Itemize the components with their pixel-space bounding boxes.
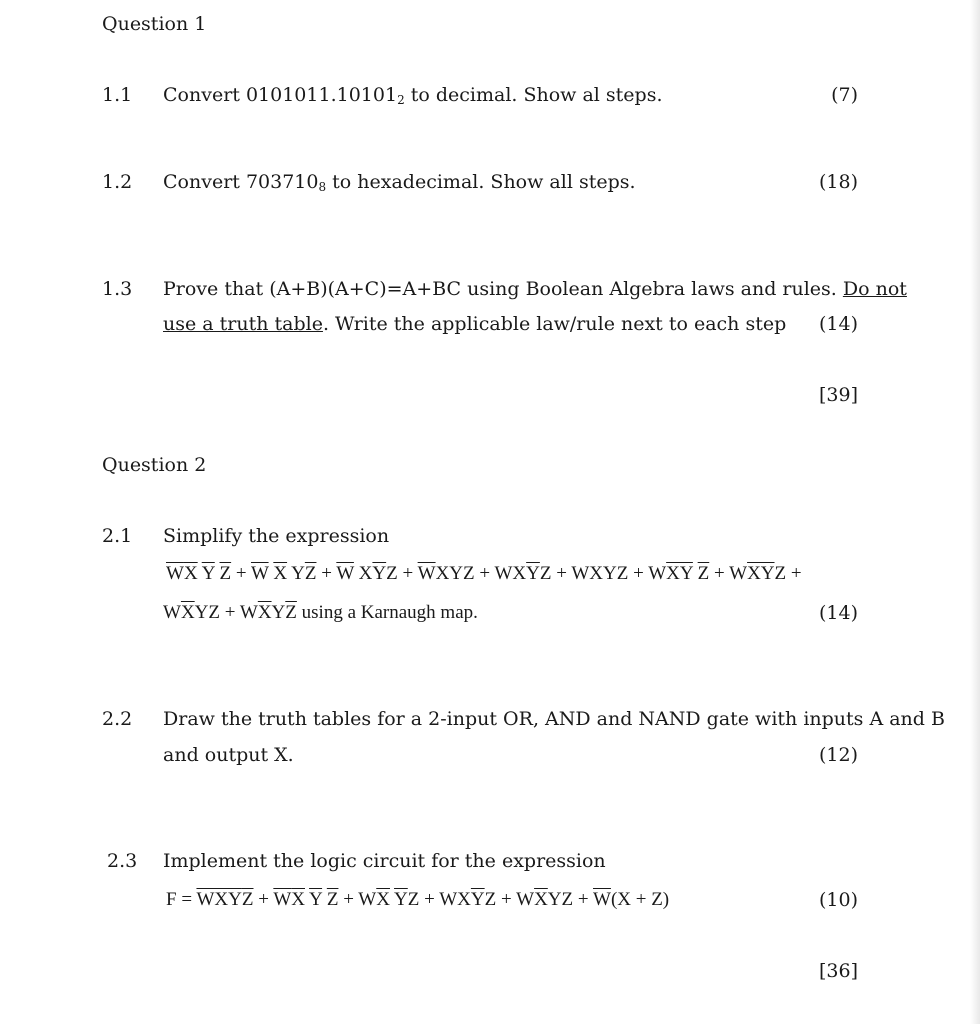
item-2-3-marks: (10) bbox=[818, 889, 858, 911]
item-2-1-line-1: Simplify the expression bbox=[163, 525, 390, 547]
item-1-1-base: 2 bbox=[397, 93, 405, 107]
item-2-3-line-1: Implement the logic circuit for the expression bbox=[163, 850, 606, 872]
item-1-3-line-1-text: Prove that (A+B)(A+C)=A+BC using Boolean Algebra laws and rules. bbox=[163, 278, 843, 300]
item-2-1-expression-line-2 bbox=[163, 601, 478, 625]
item-1-2-marks: (18) bbox=[818, 171, 858, 193]
question-1-total: [39] bbox=[818, 384, 858, 406]
item-2-2-line-1: Draw the truth tables for a 2-input OR, AND and NAND gate with inputs A and B bbox=[163, 708, 945, 730]
item-number-1-1: 1.1 bbox=[102, 84, 133, 106]
item-2-1-expression-line-1: $\overline{W}\overline{X}$ $\overline{Y}$ $\overline{Z} + \overline{W}$ $\overline{X}$ $Y\overline{Z} + \overline{W}$ $X\overline{Y}Z + \overline{W}XYZ + WX\overline{Y}Z$ + WXYZ + $W\overline{XY}$ $\overline{Z} + W\overline{XY}Z$ + bbox=[166, 563, 802, 584]
item-2-2-line-2: and output X. bbox=[163, 744, 294, 766]
item-1-3-underline-2: use a truth table bbox=[163, 313, 323, 335]
item-1-3-line-1 bbox=[163, 277, 907, 301]
item-2-2-marks: (12) bbox=[818, 744, 858, 766]
item-1-2-base: 8 bbox=[318, 180, 327, 194]
item-1-3-line-2-rest: . Write the applicable law/rule next to each step bbox=[322, 313, 787, 335]
question-2-heading: Question 2 bbox=[102, 454, 207, 476]
item-1-2-text-after: to hexadecimal. Show all steps. bbox=[326, 171, 636, 193]
item-1-1-text bbox=[163, 83, 663, 107]
item-1-3-marks: (14) bbox=[818, 313, 858, 335]
item-1-2-text bbox=[163, 170, 636, 194]
question-2-total: [36] bbox=[818, 960, 858, 982]
item-number-1-3: 1.3 bbox=[102, 278, 133, 300]
item-1-1-text-after: to decimal. Show al steps. bbox=[404, 84, 663, 106]
item-number-2-2: 2.2 bbox=[102, 708, 133, 730]
item-2-3-expression: F = WXYZ + $\overline{W}\overline{X}$ $\overline{Y}$ $\overline{Z} + W\overline{X}$ $\overline{Y}Z + WX\overline{Y}Z + W\overline{X}YZ + \overline{W}(X + Z)$ bbox=[166, 889, 670, 910]
item-number-2-3: 2.3 bbox=[107, 850, 138, 872]
item-2-1-expression-tail: $W\overline{X}YZ + W\overline{X}Y\overline{Z}$ bbox=[163, 602, 297, 623]
item-1-1-marks: (7) bbox=[831, 84, 858, 106]
item-1-2-text-before: Convert 703710 bbox=[163, 171, 319, 193]
item-2-1-suffix: using a Karnaugh map. bbox=[301, 602, 478, 623]
item-number-2-1: 2.1 bbox=[102, 525, 133, 547]
page-edge-shadow bbox=[970, 0, 980, 1024]
item-1-3-underline-1: Do not bbox=[842, 278, 907, 300]
item-2-1-marks: (14) bbox=[818, 602, 858, 624]
question-1-heading: Question 1 bbox=[102, 13, 207, 35]
item-number-1-2: 1.2 bbox=[102, 171, 133, 193]
item-1-3-line-2 bbox=[163, 312, 786, 336]
item-1-1-text-before: Convert 0101011.10101 bbox=[163, 84, 398, 106]
